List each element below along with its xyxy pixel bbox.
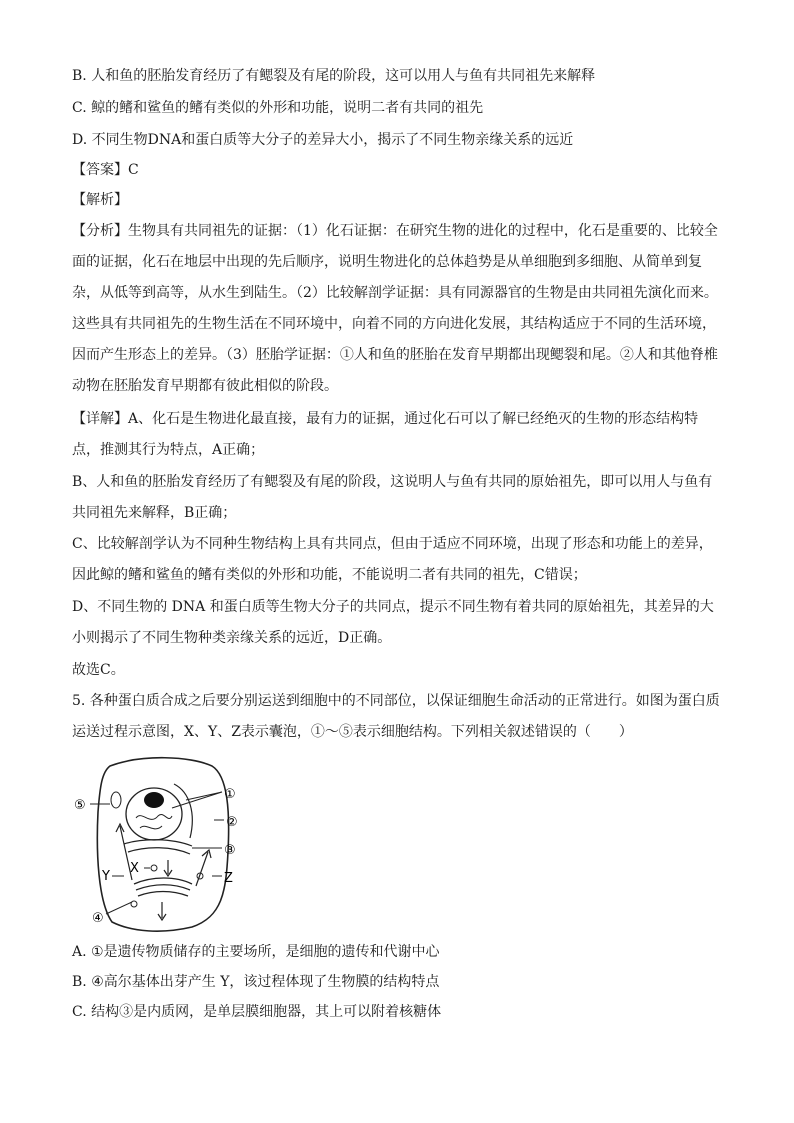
label-y: Y <box>102 869 110 884</box>
golgi-apparatus <box>134 878 192 896</box>
label-4: ④ <box>92 911 104 926</box>
q5-option-c: C. 结构③是内质网，是单层膜细胞器，其上可以附着核糖体 <box>72 1004 442 1020</box>
option-c: C. 鲸的鳍和鲨鱼的鳍有类似的外形和功能，说明二者有共同的祖先 <box>72 100 484 116</box>
structure-5-vesicle <box>111 792 121 808</box>
label-2: ② <box>226 815 238 830</box>
answer: 【答案】C <box>72 162 139 178</box>
option-d: D. 不同生物DNA和蛋白质等大分子的差异大小，揭示了不同生物亲缘关系的远近 <box>72 132 574 148</box>
nucleolus <box>144 792 164 808</box>
q5-option-b: B. ④高尔基体出芽产生 Y，该过程体现了生物膜的结构特点 <box>72 974 440 990</box>
detail-a: 【详解】A、化石是生物进化最直接，最有力的证据，通过化石可以了解已经绝灭的生物的形态结构特点，推测其行为特点，A正确； <box>72 411 699 458</box>
protein-transport-diagram <box>72 752 262 934</box>
analysis-heading: 【解析】 <box>72 192 128 208</box>
cell-diagram-svg <box>72 752 262 934</box>
label-1: ① <box>224 787 236 802</box>
question-5-stem: 5. 各种蛋白质合成之后要分别运送到细胞中的不同部位，以保证细胞生命活动的正常进行。如图为蛋白质运送过程示意图，X、Y、Z表示囊泡，①～⑤表示细胞结构。下列相关叙述错误的（ ） <box>72 693 720 740</box>
q5-option-a: A. ①是遗传物质储存的主要场所，是细胞的遗传和代谢中心 <box>72 944 440 960</box>
label-5: ⑤ <box>74 798 86 813</box>
option-b: B. 人和鱼的胚胎发育经历了有鳃裂及有尾的阶段，这可以用人与鱼有共同祖先来解释 <box>72 68 596 84</box>
label-x: X <box>130 861 139 876</box>
label-z: Z <box>224 871 233 886</box>
label-3: ③ <box>224 843 236 858</box>
analysis-paragraph: 【分析】生物具有共同祖先的证据：（1）化石证据：在研究生物的进化的过程中，化石是重要的、比较全面的证据，化石在地层中出现的先后顺序，说明生物进化的总体趋势是从单细胞到多细胞、从简单到复杂，从低等到高等，从水生到陆生。（2）比较解剖学证据：具有同源器官的生物是由共同祖先演化而来。这些具有共同祖先的生物生活在不同环境中，向着不同的方向进化发展，其结构适应于不同的生活环境，因而产生形态上的差异。（3）胚胎学证据：①人和鱼的胚胎在发育早期都出现鳃裂和尾。②人和其他脊椎动物在胚胎发育早期都有彼此相似的阶段。 <box>72 223 718 394</box>
detail-d: D、不同生物的 DNA 和蛋白质等生物大分子的共同点，提示不同生物有着共同的原始祖先，其差异的大小则揭示了不同生物种类亲缘关系的远近，D正确。 <box>72 599 714 646</box>
conclusion: 故选C。 <box>72 662 125 678</box>
detail-c: C、比较解剖学认为不同种生物结构上具有共同点，但由于适应不同环境，出现了形态和功能上的差异，因此鲸的鳍和鲨鱼的鳍有类似的外形和功能，不能说明二者有共同的祖先，C错误； <box>72 536 713 583</box>
cell-membrane <box>97 758 228 931</box>
detail-b: B、人和鱼的胚胎发育经历了有鳃裂及有尾的阶段，这说明人与鱼有共同的原始祖先，即可以用人与鱼有共同祖先来解释，B正确； <box>72 474 713 521</box>
